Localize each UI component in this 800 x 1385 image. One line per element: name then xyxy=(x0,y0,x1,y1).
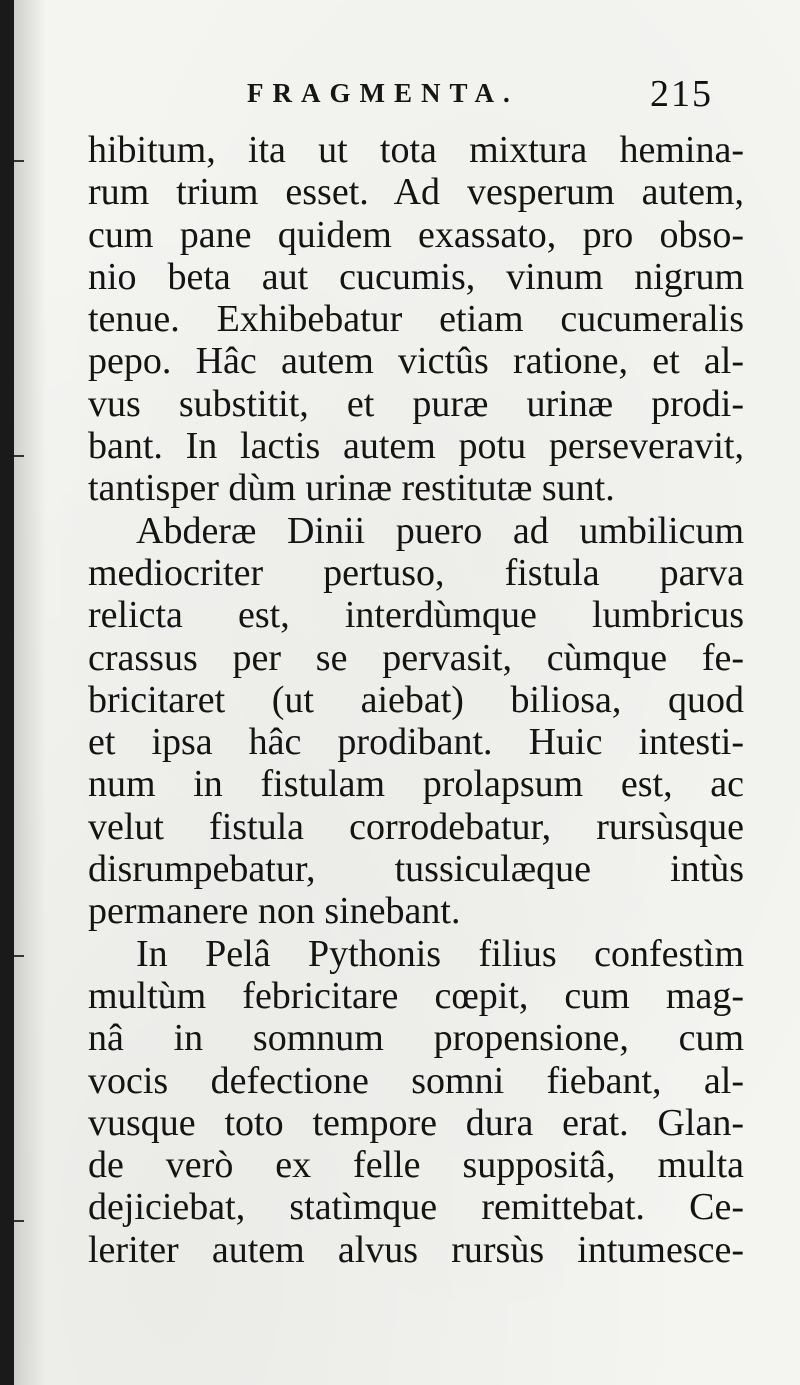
text-line: bant. In lactis autem potu perseveravit, xyxy=(88,425,744,468)
text-line: tenue. Exhibebatur etiam cucumeralis xyxy=(88,298,744,341)
text-line: relicta est, interdùmque lumbricus xyxy=(88,594,744,637)
page-edge-mark xyxy=(14,455,24,457)
text-line: bricitaret (ut aiebat) biliosa, quod xyxy=(88,678,744,721)
page-edge-mark xyxy=(14,955,24,957)
text-line: nâ in somnum propensione, cum xyxy=(88,1017,744,1060)
text-line: dejiciebat, statìmque remittebat. Ce- xyxy=(88,1186,744,1229)
body-text xyxy=(88,129,744,1271)
binding-shadow xyxy=(14,0,46,1385)
text-line: crassus per se pervasit, cùmque fe- xyxy=(88,636,744,679)
text-line: tantisper dùm urinæ restitutæ sunt. xyxy=(88,467,615,510)
text-line: vusque toto tempore dura erat. Glan- xyxy=(88,1101,744,1144)
text-line: de verò ex felle suppositâ, multa xyxy=(88,1144,744,1187)
text-line: disrumpebatur, tussiculæque intùs xyxy=(88,848,744,891)
text-line: rum trium esset. Ad vesperum autem, xyxy=(88,171,744,214)
paragraph-first-line: In Pelâ Pythonis filius confestìm xyxy=(136,932,744,975)
text-line: leriter autem alvus rursùs intumesce- xyxy=(88,1228,744,1271)
text-line: et ipsa hâc prodibant. Huic intesti- xyxy=(88,721,744,764)
text-line: num in fistulam prolapsum est, ac xyxy=(88,763,744,806)
text-line: mediocriter pertuso, fistula parva xyxy=(88,551,744,594)
text-line: vus substitit, et puræ urinæ prodi- xyxy=(88,382,744,425)
text-line: multùm febricitare cœpit, cum mag- xyxy=(88,974,744,1017)
text-line: velut fistula corrodebatur, rursùsque xyxy=(88,805,744,848)
paragraph-first-line: Abderæ Dinii puero ad umbilicum xyxy=(136,509,744,552)
page-header xyxy=(14,72,800,122)
text-line: pepo. Hâc autem victûs ratione, et al- xyxy=(88,340,744,383)
text-line: hibitum, ita ut tota mixtura hemina- xyxy=(88,129,744,171)
text-line: nio beta aut cucumis, vinum nigrum xyxy=(88,255,744,298)
text-line: cum pane quidem exassato, pro obso- xyxy=(88,213,744,256)
page-edge-mark xyxy=(14,1220,24,1222)
book-page xyxy=(14,0,800,1385)
text-line: vocis defectione somni fiebant, al- xyxy=(88,1059,744,1102)
page-edge-mark xyxy=(14,160,24,162)
text-line: permanere non sinebant. xyxy=(88,890,461,933)
running-title: FRAGMENTA. xyxy=(247,78,519,108)
page-number: 215 xyxy=(650,73,713,115)
